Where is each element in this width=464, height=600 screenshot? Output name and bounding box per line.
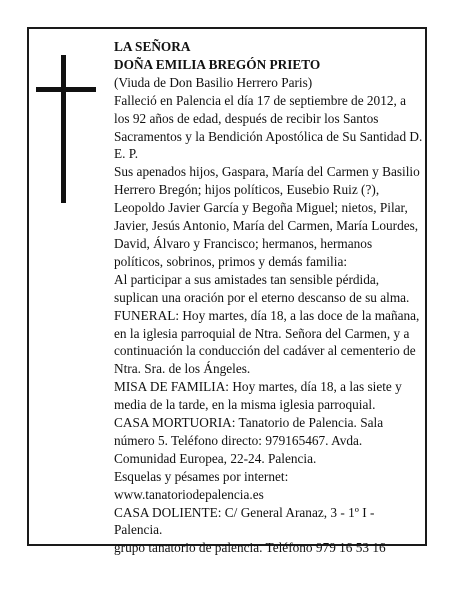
latin-cross-icon	[36, 55, 96, 205]
title-la-senora: LA SEÑORA	[114, 39, 191, 54]
internet-condolences: Esquelas y pésames por internet: www.tanatoriodepalencia.es	[114, 468, 289, 502]
death-notice: Falleció en Palencia el día 17 de septiembre de 2012, a los 92 años de edad, después de recibir los Santos Sacramentos y la Bendición Apostólica de Su Santidad D. E. P.	[114, 92, 423, 162]
family-mass-info: MISA DE FAMILIA: Hoy martes, día 18, a las siete y media de la tarde, en la misma iglesia parroquial.	[114, 379, 402, 413]
cross-horizontal-bar	[36, 87, 96, 92]
prayer-request: Al participar a sus amistades tan sensible pérdida, suplican una oración por el eterno descanso de su alma.	[114, 271, 410, 305]
funeral-info: FUNERAL: Hoy martes, día 18, a las doce de la mañana, en la iglesia parroquial de Ntra. Señora del Carmen, y a continuación la conducción del cadáver al cementerio de Ntra. Sra. de los Ángeles.	[114, 307, 420, 377]
funeral-home-contact: grupo tanatorio de palencia. Teléfono 979 16 53 16	[114, 540, 386, 556]
widow-note: (Viuda de Don Basilio Herrero Paris)	[114, 74, 313, 90]
cross-vertical-bar	[61, 55, 66, 203]
mortuary-info: CASA MORTUORIA: Tanatorio de Palencia. Sala número 5. Teléfono directo: 979165467. Avda. Comunidad Europea, 22-24. Palencia.	[114, 415, 384, 466]
obituary-text	[114, 38, 424, 557]
family-list: Sus apenados hijos, Gaspara, María del Carmen y Basilio Herrero Bregón; hijos políticos, Eusebio Ruiz (?), Leopoldo Javier García y Begoña Miguel; nietos, Pilar, Javier, Jesús Antonio, María del Carmen, María Lourdes, David, Álvaro y Francisco; hermanos, hermanos políticos, sobrinos, primos y demás familia:	[114, 164, 420, 269]
mourning-house-info: CASA DOLIENTE: C/ General Aranaz, 3 - 1º I - Palencia.	[114, 504, 375, 538]
deceased-name: DOÑA EMILIA BREGÓN PRIETO	[114, 56, 321, 72]
